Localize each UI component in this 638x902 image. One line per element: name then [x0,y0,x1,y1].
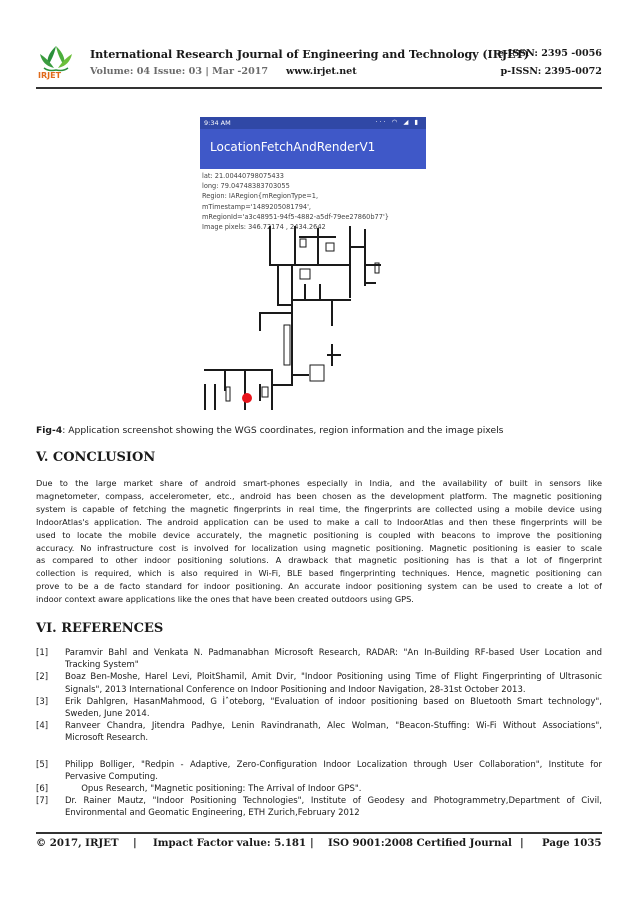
reference-line: Microsoft Research. [65,733,149,744]
app-bar [200,129,426,169]
pissn: p-ISSN: 2395-0072 [500,66,602,77]
info-region-id: mRegionId='a3c48951-94f5-4882-a5df-79ee27860b77'} [202,212,389,221]
conclusion-line: collection is required, which is also required in Wi-Fi, BLE based fingerprinting techniques. Hence, magnetic positioning can [36,568,602,579]
reference-line: Environmental and Geomatic Engineering, ETH Zurich,February 2012 [65,808,360,819]
floor-plan-map[interactable] [200,225,426,410]
reference-line: Ranveer Chandra, Jitendra Padhye, Lenin Ravindranath, Alec Wolman, "Beacon-Stuffing: Wi-Fi Without Associations", [65,721,602,732]
journal-title: International Research Journal of Engineering and Technology (IRJET) [90,47,529,61]
conclusion-line: magnetometer, compass, accelerometer, etc., android has been chosen as the development platform. The magnetic positioning [36,490,602,501]
footer-separator: | [520,837,524,849]
reference-line: Erik Dahlgren, HasanMahmood, G Ìˆoteborg, "Evaluation of indoor positioning based on Bluetooth Smart technology", [65,696,602,707]
website-link[interactable]: www.irjet.net [286,66,357,77]
app-title: LocationFetchAndRenderV1 [210,140,376,154]
reference-line: Opus Research, "Magnetic positioning: The Arrival of Indoor GPS". [65,784,362,795]
battery-icon: ▮ [414,118,420,126]
conclusion-line: used to locate the mobile device accurately, the magnetic positioning is coupled with beacons to improve the positioning [36,529,602,540]
volume-issue: Volume: 04 Issue: 03 | Mar -2017 [90,66,269,77]
floor-plan-drawing [200,225,426,410]
reference-gap [36,745,602,759]
conclusion-line: indoor context aware applications like the ones that have been created outdoors using GPS. [36,594,414,605]
footer-impact-factor: Impact Factor value: 5.181 [153,837,307,849]
status-bar [200,117,426,129]
reference-line: Paramvir Bahl and Venkata N. Padmanabhan Microsoft Research, RADAR: "An In-Building RF-based User Location and [65,648,602,658]
reference-line: Pervasive Computing. [65,771,158,782]
conclusion-line: system is capable of fetching the magnetic fingerprints in real time, the fingerprints are collected using a mobile device using [36,503,602,514]
references-list [36,647,602,820]
wifi-icon: ◠ [391,118,400,126]
figure-caption [36,425,602,436]
user-location-marker [242,393,252,403]
references-heading: VI. REFERENCES [36,621,164,636]
info-long: long: 79.04748383703055 [202,182,290,191]
reference-number: [1] [36,648,49,658]
signal-icon: ◢ [403,118,411,126]
reference-line: Tracking System" [65,660,139,671]
info-timestamp: mTimestamp='1489205081794', [202,202,312,211]
status-icons [375,118,420,126]
info-region: Region: IARegion{mRegionType=1, [202,192,319,201]
reference-line: Philipp Bolliger, "Redpin - Adaptive, Zero-Configuration Indoor Localization through User Collaboration", Institute for [65,759,602,770]
footer-separator: | [310,837,314,849]
conclusion-line: accuracy. No infrastructure cost is involved for localization using magnetic positioning. Magnetic positioning is easier to scale [36,542,602,553]
status-time: 9:34 AM [204,119,231,127]
footer-separator: | [133,837,137,849]
reference-line: Sweden, June 2014. [65,709,150,720]
info-image-pixels: Image pixels: 346.72174 , 2434.2642 [202,223,326,232]
caption-text: : Application screenshot showing the WGS coordinates, region information and the image pixels [62,425,504,436]
conclusion-line: prove to be a de facto standard for indoor positioning. An accurate indoor positioning system can be used to create a lot of [36,581,602,592]
footer-copyright: © 2017, IRJET [36,837,119,849]
conclusion-heading: V. CONCLUSION [36,450,156,465]
conclusion-line: Due to the large market share of android smart-phones especially in India, and the availability of built in sensors like [36,478,602,488]
conclusion-line: IndoorAtlas's application. The android application can be used to make a call to IndoorAtlas and then these fingerprints will be [36,516,602,527]
reference-number: [5] [36,759,49,770]
reference-number: [7] [36,796,49,807]
eissn: e-ISSN: 2395 -0056 [497,48,602,59]
info-lat: lat: 21.00440798075433 [202,172,284,180]
app-screenshot-figure [200,117,426,410]
conclusion-line: as compared to other indoor positioning solutions. A drawback that magnetic positioning has is that a lot of fingerprint [36,555,602,566]
more-icon: ··· [375,118,388,126]
reference-item [36,795,602,819]
footer-page-number: Page 1035 [542,837,602,849]
journal-header [36,44,602,84]
reference-number: [6] [36,784,49,795]
caption-label: Fig-4 [36,425,63,436]
footer-iso: ISO 9001:2008 Certified Journal [328,837,512,849]
conclusion-paragraph [36,477,602,606]
reference-item [36,671,602,695]
reference-line: Dr. Rainer Mautz, "Indoor Positioning Technologies", Institute of Geodesy and Photogrammetry,Department of Civil, [65,796,602,807]
reference-number: [4] [36,721,49,732]
reference-item [36,696,602,720]
reference-line: Boaz Ben-Moshe, Harel Levi, PloitShamil, Amit Dvir, "Indoor Positioning using Time of Flight Fingerprinting of Ultrasonic [65,672,602,683]
reference-number: [2] [36,672,49,683]
footer-rule [36,832,602,834]
reference-item [36,647,602,671]
location-info [202,171,426,232]
reference-line: Signals", 2013 International Conference on Indoor Positioning and Indoor Navigation, 28-31st October 2013. [65,684,526,695]
irjet-logo [36,44,76,82]
reference-item [36,720,602,744]
logo-text: IRJET [38,71,62,80]
reference-item [36,783,602,795]
header-rule [36,87,602,89]
reference-item [36,759,602,783]
reference-number: [3] [36,696,49,707]
